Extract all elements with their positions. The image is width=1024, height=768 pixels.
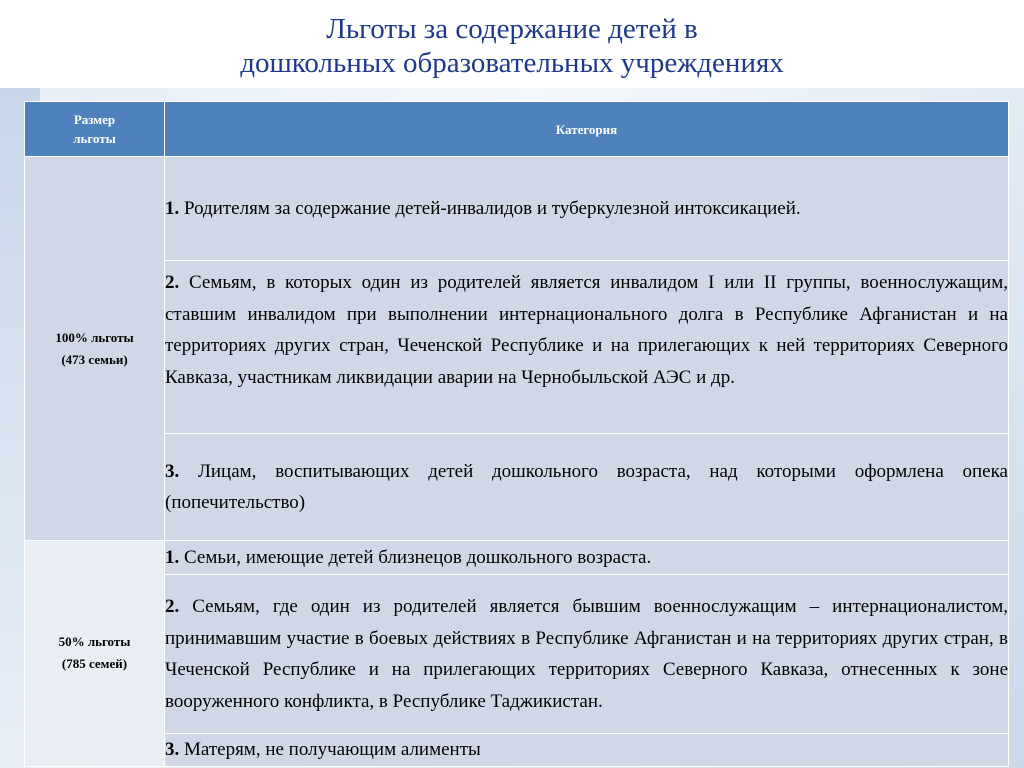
category-text: Матерям, не получающим алименты	[179, 739, 481, 760]
category-cell	[165, 157, 1009, 261]
table-row	[25, 434, 1009, 541]
table-row	[25, 157, 1009, 261]
category-number: 1.	[165, 197, 180, 219]
category-cell	[165, 261, 1009, 434]
category-number: 3.	[165, 460, 180, 482]
benefit-family-count: (473 семьи)	[61, 351, 128, 367]
table-row	[25, 734, 1009, 767]
category-number: 2.	[165, 272, 180, 293]
category-text: Семьям, в которых один из родителей является инвалидом I или II группы, военнослужащим, ставшим инвалидом при выполнении интернационального долга в Республике Афганистан и на территориях других стран, Чеченской Республике и на прилегающих к ней территориях Северного Кавказа, участникам ликвидации аварии на Чернобыльской АЭС и др.	[165, 272, 1008, 388]
category-text: Семьям, где один из родителей является бывшим военнослужащим – интернационалистом, принимавшим участие в боевых действиях в Республике Афганистан и на территориях других стран, в Чеченской Республике и на прилегающих территориях Северного Кавказа, отнесенных к зоне вооруженного конфликта, в Республике Таджикистан.	[165, 596, 1008, 712]
table-row	[25, 261, 1009, 434]
header-category: Категория	[165, 102, 1009, 157]
slide-title-line-1: Льготы за содержание детей в	[326, 13, 698, 45]
category-cell	[165, 434, 1009, 541]
category-number: 1.	[165, 546, 180, 568]
benefits-table	[24, 101, 1009, 767]
category-number: 2.	[165, 596, 180, 617]
table-header-row	[25, 102, 1009, 157]
header-benefit-size	[25, 102, 165, 157]
benefit-size-cell	[25, 157, 165, 541]
table-row	[25, 575, 1009, 734]
category-text: Семьи, имеющие детей близнецов дошкольного возраста.	[179, 546, 652, 568]
category-cell	[165, 734, 1009, 767]
category-cell	[165, 541, 1009, 575]
benefit-size-label: 100% льготы	[55, 329, 134, 345]
slide-title	[0, 12, 1024, 80]
slide-title-line-2: дошкольных образовательных учреждениях	[240, 47, 784, 79]
benefit-size-cell	[25, 541, 165, 767]
category-text: Лицам, воспитывающих детей дошкольного возраста, над которыми оформлена опека (попечительство)	[165, 460, 1008, 513]
header-size-line-1: Размер	[73, 112, 116, 127]
header-size-line-2: льготы	[73, 131, 116, 146]
table-row	[25, 541, 1009, 575]
category-number: 3.	[165, 739, 180, 760]
category-cell	[165, 575, 1009, 734]
benefit-family-count: (785 семей)	[61, 656, 128, 672]
benefit-size-label: 50% льготы	[58, 634, 131, 650]
category-text: Родителям за содержание детей-инвалидов и туберкулезной интоксикацией.	[179, 197, 801, 219]
